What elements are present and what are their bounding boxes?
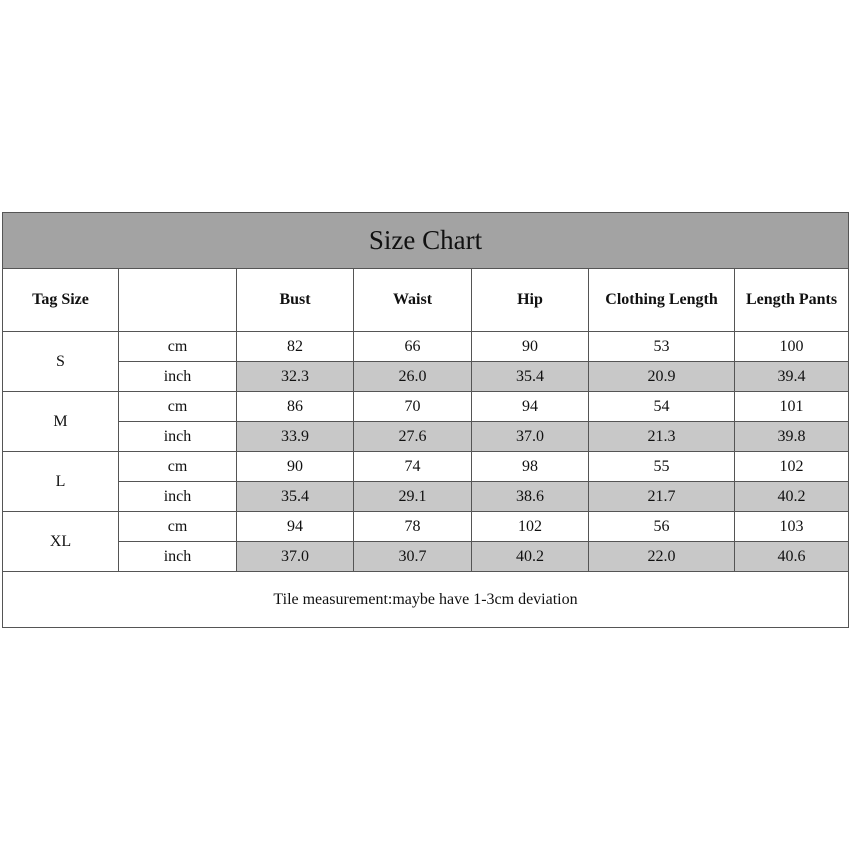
size-inch-row [3, 422, 849, 452]
unit-label: cm [119, 332, 237, 362]
header-bust: Bust [237, 269, 354, 332]
unit-label: cm [119, 512, 237, 542]
value-bust: 35.4 [237, 482, 354, 512]
size-label: XL [3, 512, 119, 572]
value-hip: 94 [472, 392, 589, 422]
header-row [3, 269, 849, 332]
value-length-pants: 40.6 [735, 542, 849, 572]
value-bust: 32.3 [237, 362, 354, 392]
value-hip: 90 [472, 332, 589, 362]
value-hip: 98 [472, 452, 589, 482]
value-bust: 82 [237, 332, 354, 362]
unit-label: inch [119, 362, 237, 392]
value-waist: 78 [354, 512, 472, 542]
value-length-pants: 100 [735, 332, 849, 362]
value-length-pants: 101 [735, 392, 849, 422]
unit-label: inch [119, 542, 237, 572]
unit-label: inch [119, 422, 237, 452]
value-hip: 102 [472, 512, 589, 542]
value-clothing-length: 21.7 [589, 482, 735, 512]
unit-label: cm [119, 392, 237, 422]
value-waist: 30.7 [354, 542, 472, 572]
size-cm-row [3, 392, 849, 422]
value-clothing-length: 20.9 [589, 362, 735, 392]
unit-label: cm [119, 452, 237, 482]
value-bust: 90 [237, 452, 354, 482]
size-inch-row [3, 482, 849, 512]
value-waist: 74 [354, 452, 472, 482]
size-chart-table [2, 212, 849, 628]
value-bust: 37.0 [237, 542, 354, 572]
size-cm-row [3, 512, 849, 542]
header-unit [119, 269, 237, 332]
value-length-pants: 40.2 [735, 482, 849, 512]
value-waist: 29.1 [354, 482, 472, 512]
value-waist: 27.6 [354, 422, 472, 452]
value-clothing-length: 56 [589, 512, 735, 542]
size-label: S [3, 332, 119, 392]
header-clothing-length: Clothing Length [589, 269, 735, 332]
value-clothing-length: 21.3 [589, 422, 735, 452]
header-length-pants: Length Pants [735, 269, 849, 332]
value-length-pants: 39.4 [735, 362, 849, 392]
value-bust: 94 [237, 512, 354, 542]
measurement-note: Tile measurement:maybe have 1-3cm deviation [3, 572, 849, 628]
value-length-pants: 102 [735, 452, 849, 482]
value-waist: 70 [354, 392, 472, 422]
value-length-pants: 103 [735, 512, 849, 542]
value-hip: 38.6 [472, 482, 589, 512]
size-cm-row [3, 452, 849, 482]
size-inch-row [3, 362, 849, 392]
value-clothing-length: 54 [589, 392, 735, 422]
size-inch-row [3, 542, 849, 572]
value-bust: 86 [237, 392, 354, 422]
value-bust: 33.9 [237, 422, 354, 452]
value-clothing-length: 53 [589, 332, 735, 362]
value-hip: 35.4 [472, 362, 589, 392]
title-row [3, 213, 849, 269]
header-waist: Waist [354, 269, 472, 332]
chart-title: Size Chart [3, 213, 849, 269]
header-hip: Hip [472, 269, 589, 332]
size-label: L [3, 452, 119, 512]
note-row [3, 572, 849, 628]
value-waist: 26.0 [354, 362, 472, 392]
value-hip: 40.2 [472, 542, 589, 572]
value-length-pants: 39.8 [735, 422, 849, 452]
value-clothing-length: 22.0 [589, 542, 735, 572]
value-waist: 66 [354, 332, 472, 362]
size-cm-row [3, 332, 849, 362]
value-clothing-length: 55 [589, 452, 735, 482]
size-label: M [3, 392, 119, 452]
unit-label: inch [119, 482, 237, 512]
value-hip: 37.0 [472, 422, 589, 452]
header-tag-size: Tag Size [3, 269, 119, 332]
